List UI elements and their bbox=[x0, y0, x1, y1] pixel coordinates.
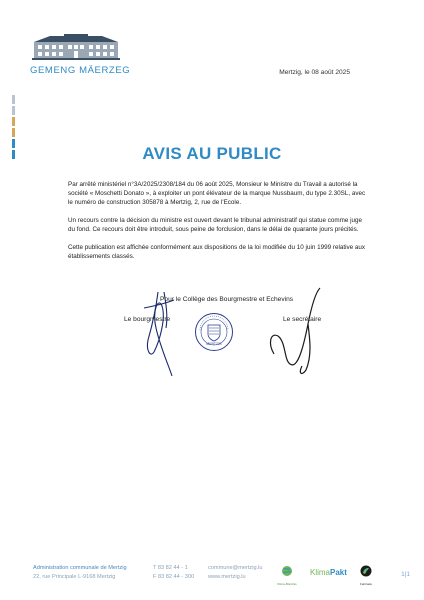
logo-text: GEMENG MÄERZEG bbox=[30, 65, 131, 76]
fairtrade-label: Fairtrade bbox=[359, 582, 372, 586]
klimapakt-part-a: Klima bbox=[310, 568, 331, 577]
page-title: AVIS AU PUBLIC bbox=[142, 144, 282, 163]
klima-label: Klima-Bündnis bbox=[277, 582, 297, 586]
footer-fax: F 83 82 44 - 300 bbox=[153, 574, 195, 580]
paragraph: Par arrêté ministériel n°3A/2025/2308/184 du 06 août 2025, Monsieur le Ministre du Travail a autorisé la société « Moschetti Donato », à exploiter un pont élévateur de la marque Nussbaum, du type 2.30SL, avec le numéro de construction 305878 à Mertzig, 2, rue de l'Ecole. bbox=[68, 181, 366, 207]
globe-icon bbox=[281, 565, 293, 577]
building-icon bbox=[30, 32, 122, 62]
footer-admin: Administration communale de Mertzig bbox=[33, 565, 127, 571]
fairtrade-logo bbox=[356, 564, 376, 586]
footer-contact bbox=[208, 564, 263, 582]
footer-street: 22, rue Principale L-9168 Mertzig bbox=[33, 574, 116, 580]
seal-icon bbox=[194, 312, 234, 352]
side-bar bbox=[12, 106, 15, 115]
footer-email[interactable]: commune@mertzig.lu bbox=[208, 565, 263, 571]
footer-address bbox=[33, 564, 127, 582]
paragraph: Un recours contre la décision du ministre est ouvert devant le tribunal administratif qui statue comme juge du fond. Ce recours doit être introduit, sous peine de forclusion, dans le délai de quarante jours précités. bbox=[68, 217, 362, 234]
klima-buendnis-logo bbox=[276, 564, 298, 586]
klimapakt-part-b: Pakt bbox=[330, 568, 347, 577]
footer-phone: T 83 82 44 - 1 bbox=[153, 565, 188, 571]
paragraph: Cette publication est affichée conformément aux dispositions de la loi modifiée du 10 juin 1999 relative aux établissements classés. bbox=[68, 244, 366, 261]
page-number: 1|1 bbox=[401, 571, 410, 578]
footer-phones bbox=[153, 564, 194, 582]
fairtrade-icon bbox=[360, 565, 372, 577]
mayor-label: Le bourgmestre bbox=[124, 316, 171, 323]
side-bar bbox=[12, 95, 15, 104]
klimapakt-logo bbox=[310, 568, 347, 577]
secretary-signature-icon bbox=[264, 284, 326, 380]
college-label: Pour le Collège des Bourgmestre et Echevins bbox=[160, 296, 294, 303]
secretary-label: Le secrétaire bbox=[283, 316, 322, 323]
seal-text: MERTZIG bbox=[206, 342, 222, 346]
letter-date: Mertzig, le 08 août 2025 bbox=[279, 69, 350, 76]
municipal-seal bbox=[194, 312, 234, 352]
footer-web[interactable]: www.mertzig.lu bbox=[208, 574, 246, 580]
municipality-logo bbox=[30, 32, 131, 76]
notice-body bbox=[68, 180, 368, 270]
side-bar bbox=[12, 117, 15, 126]
side-bar bbox=[12, 128, 15, 137]
